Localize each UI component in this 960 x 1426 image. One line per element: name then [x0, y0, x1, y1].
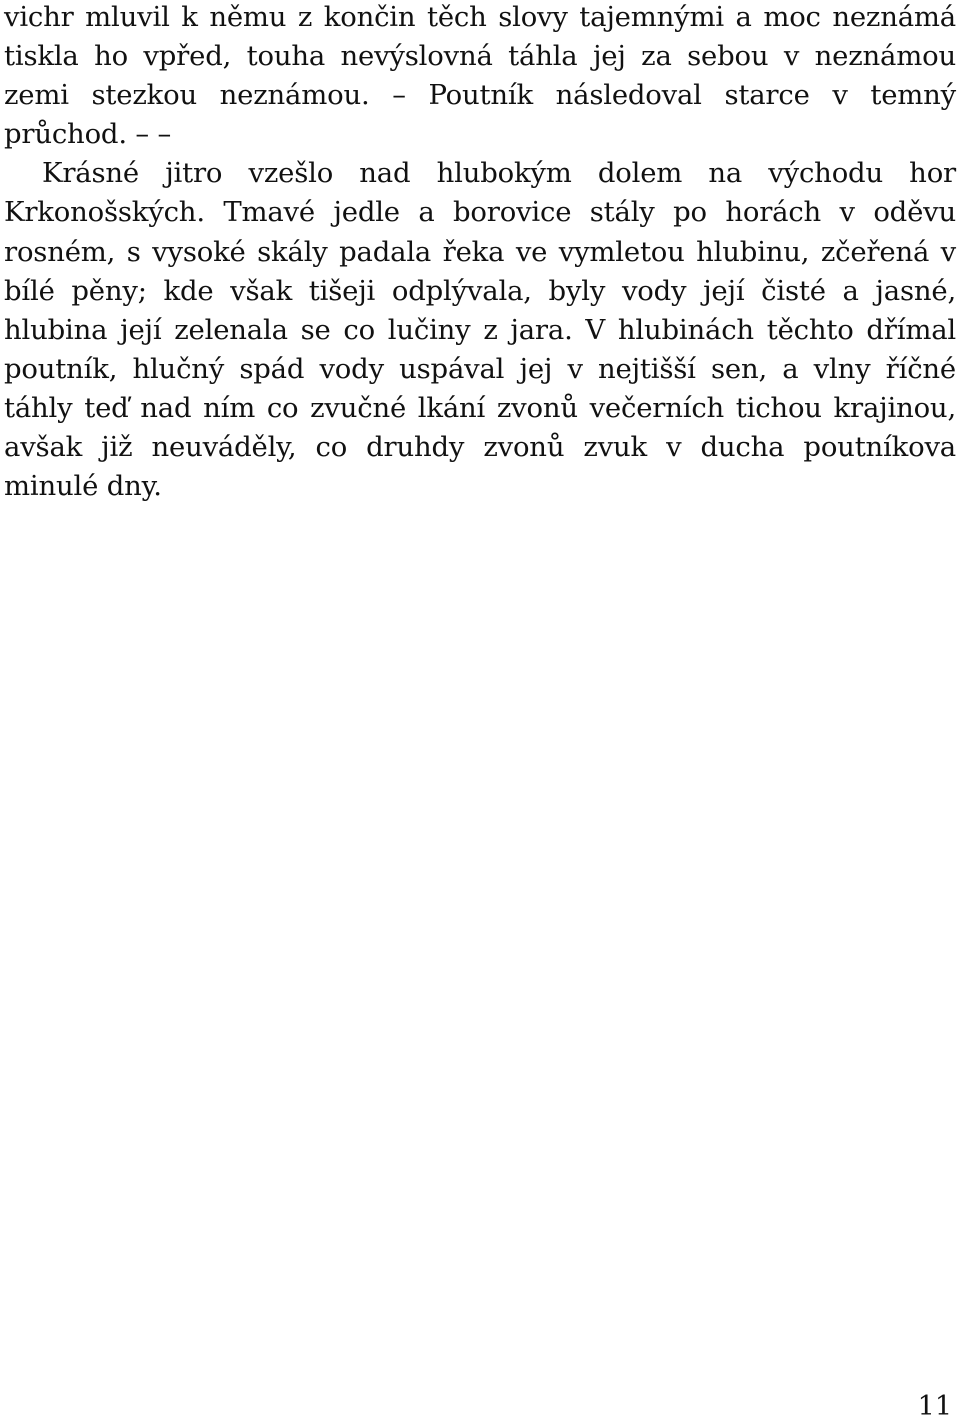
- text-line: tiskla ho vpřed, touha nevýslovná táhla jej za sebou v neznámou: [4, 40, 956, 73]
- text-line: průchod. – –: [4, 118, 172, 151]
- text-line: táhly teď nad ním co zvučné lkání zvonů večerních tichou krajinou,: [4, 391, 956, 424]
- text-line: avšak již neuváděly, co druhdy zvonů zvuk v ducha poutníkova: [4, 431, 956, 464]
- paragraph-start-line: Krásné jitro vzešlo nad hlubokým dolem na východu hor: [42, 157, 956, 190]
- text-line: hlubina její zelenala se co lučiny z jara. V hlubinách těchto dřímal: [4, 313, 956, 346]
- page-number: 11: [917, 1391, 952, 1422]
- text-line: rosném, s vysoké skály padala řeka ve vymletou hlubinu, zčeřená v: [4, 235, 956, 268]
- text-line: bílé pěny; kde však tišeji odplývala, byly vody její čisté a jasné,: [4, 274, 956, 307]
- text-line: poutník, hlučný spád vody uspával jej v nejtišší sen, a vlny říčné: [4, 352, 956, 385]
- text-line: Krkonošských. Tmavé jedle a borovice stály po horách v oděvu: [4, 196, 956, 229]
- text-line: vichr mluvil k němu z končin těch slovy tajemnými a moc neznámá: [4, 1, 956, 33]
- text-line: minulé dny.: [4, 470, 162, 503]
- page-body: [4, 0, 956, 506]
- text-line: zemi stezkou neznámou. – Poutník následoval starce v temný: [4, 79, 956, 112]
